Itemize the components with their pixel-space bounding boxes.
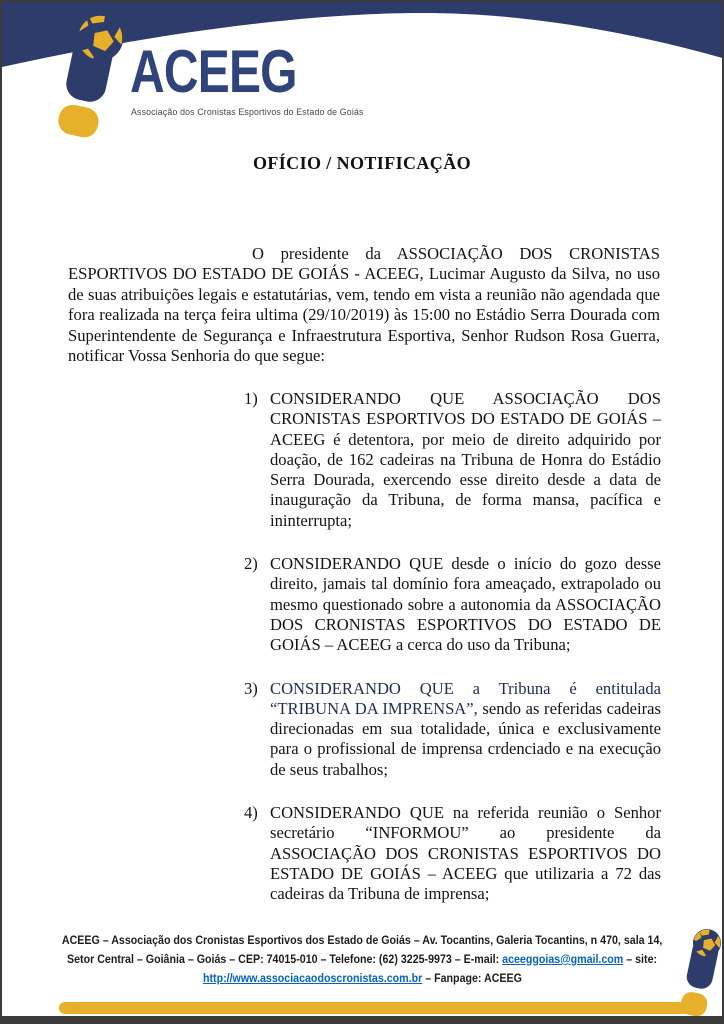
brand-wordmark: ACEEG bbox=[130, 38, 297, 105]
item-highlighted-text: CONSIDERANDO QUE a Tribuna é entitulada “TRIBUNA DA IMPRENSA”, bbox=[270, 678, 661, 718]
item-number: 2) bbox=[244, 554, 258, 574]
yellow-swoosh-line bbox=[59, 1002, 705, 1014]
footer-contact-text: Setor Central – Goiânia – Goiás – CEP: 74015-010 – Telefone: (62) 3225-9973 – E-mail: bbox=[66, 952, 503, 966]
email-link[interactable]: aceeggoias@gmail.com bbox=[502, 952, 624, 966]
considerations-list bbox=[244, 389, 661, 928]
footer-banner bbox=[2, 902, 724, 1020]
item-text: CONSIDERANDO QUE ASSOCIAÇÃO DOS CRONISTAS ESPORTIVOS DO ESTADO DE GOIÁS – ACEEG é detentora, por meio de direito adquirido por doação, de 162 cadeiras na Tribuna de Honra do Estádio Serra Dourada, exercendo esse direito desde a data de inauguração da Tribuna, de forma mansa, pacífica e ininterrupta; bbox=[270, 389, 661, 530]
footer-site-label: – site: bbox=[623, 952, 658, 966]
page-bottom-border bbox=[2, 1016, 722, 1022]
brand-subtitle: Associação dos Cronistas Esportivos do Estado de Goiás bbox=[131, 107, 364, 117]
footer-line-1: ACEEG – Associação dos Cronistas Esportivos dos Estado de Goiás – Av. Tocantins, Galeria Tocantins, n 470, sala 14, bbox=[61, 933, 663, 947]
consideration-item bbox=[244, 554, 661, 655]
item-text: CONSIDERANDO QUE desde o início do gozo desse direito, jamais tal domínio fora ameaçado, extrapolado ou mesmo questionado sobre a autonomia da ASSOCIAÇÃO DOS CRONISTAS ESPORTIVOS DO ESTADO DE GOIÁS – ACEEG a cerca do uso da Tribuna; bbox=[270, 554, 661, 655]
item-text: CONSIDERANDO QUE na referida reunião o Senhor secretário “INFORMOU” ao presidente da ASSOCIAÇÃO DOS CRONISTAS ESPORTIVOS DO ESTADO DE GOIÁS – ACEEG que utilizaria a 72 das cadeiras da Tribuna de imprensa; bbox=[270, 803, 661, 904]
intro-paragraph: O presidente da ASSOCIAÇÃO DOS CRONISTAS ESPORTIVOS DO ESTADO DE GOIÁS - ACEEG, Lucimar Augusto da Silva, no uso de suas atribuições legais e estatutárias, vem, tendo em vista a reunião não agendada que fora realizada na terça feira ultima (29/10/2019) às 15:00 no Estádio Serra Dourada com Superintendente de Segurança e Infraestrutura Esportiva, Senhor Rudson Rosa Guerra, notificar Vossa Senhoria do que segue: bbox=[68, 244, 660, 366]
item-text: CONSIDERANDO QUE a Tribuna é entitulada “TRIBUNA DA IMPRENSA”, sendo as referidas cadeiras direcionadas em sua totalidade, única e exclusivamente para o profissional de imprensa crdenciado e na execução de seus trabalhos; bbox=[270, 678, 661, 779]
footer-fanpage-label: – Fanpage: ACEEG bbox=[421, 971, 522, 985]
consideration-item bbox=[244, 679, 661, 780]
item-number: 1) bbox=[244, 389, 258, 408]
website-link[interactable]: http://www.associacaodoscronistas.com.br bbox=[202, 971, 422, 985]
page-title: OFÍCIO / NOTIFICAÇÃO bbox=[252, 153, 471, 173]
item-number: 4) bbox=[244, 803, 258, 823]
consideration-item bbox=[244, 803, 661, 904]
consideration-item bbox=[244, 389, 661, 531]
item-number: 3) bbox=[244, 678, 258, 698]
